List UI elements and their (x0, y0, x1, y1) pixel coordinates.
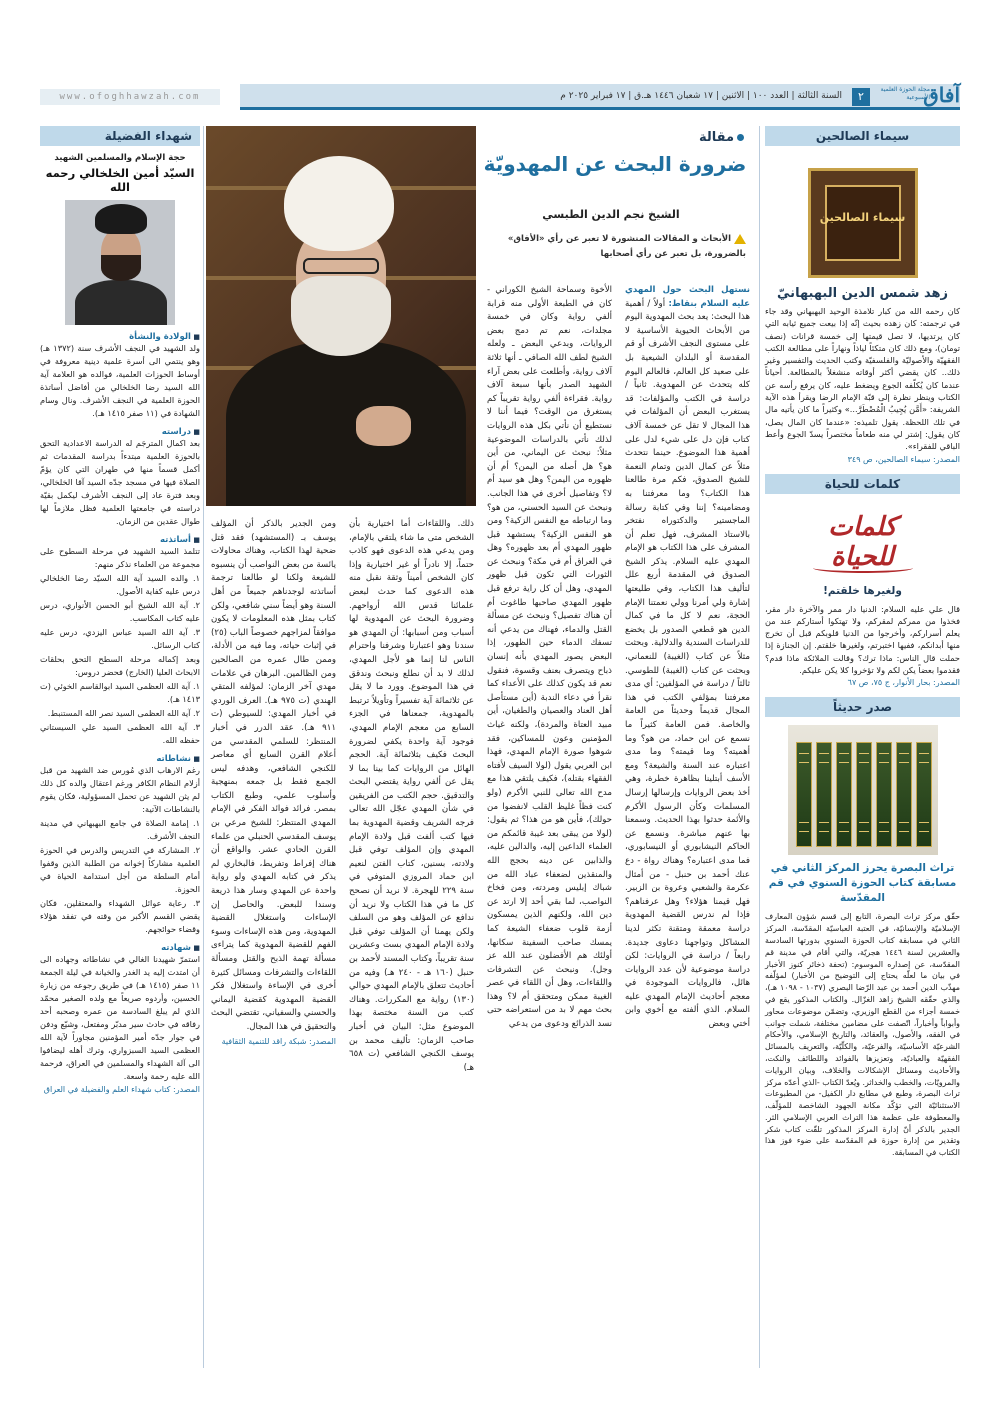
logo-tagline: مجلة الحوزة العلمية الأسبوعية (880, 86, 930, 101)
bio-heading-study: ■ دراسته (40, 427, 200, 437)
masthead (40, 84, 960, 110)
martyr-portrait (65, 200, 175, 325)
section-head-sadar: صدر حديثاً (765, 697, 960, 717)
bio-source: المصدر: كتاب شهداء العلم والفضيلة في العراق (43, 1085, 200, 1094)
bio-teachers-mid: وبعد إكماله مرحلة السطح التحق بحلقات الابحاث العليا (الخارج) فحضر دروس: (40, 654, 200, 677)
bio-heading-martyrdom: ■ شهادته (40, 943, 200, 953)
book-spine (916, 742, 932, 847)
book-spine (816, 742, 832, 847)
article-body-kalimat: قال علي عليه السلام: الدنيا دار ممر والآخرة دار مقر، فخذوا من ممركم لمقركم، ولا تهتكوا أستاركم عند من يعلم أسراركم، وأخرجوا من الدنيا قلوبكم قبل أن تخرج منها أبدانكم، ففيها اختبرتم، ولغيرها خلقتم. إن الجنازة إذا حملت قال الناس: ماذا ترك؟ وقالت الملائكة ماذا قدم؟ فقدموا بعضاً يكن لكم ولا تؤخروا كلا يكن عليكم. (765, 603, 960, 676)
list-item: ٣. آية الله العظمى السيد علي السيستاني حفظه الله. (40, 722, 200, 745)
kalimat-logo-text: كلمات للحياة (828, 511, 897, 572)
right-column (765, 126, 960, 1159)
list-item: ٢. المشاركة في التدريس والدرس في الحوزة العلمية مشاركاً إخوانه من الطلبة الذين وقفوا أمام السلطة من أجل استدامة الحياة في الحوزة. (40, 845, 200, 894)
column-1-lead: نستهل البحث حول المهدي عليه السلام بنقاط: (625, 285, 750, 309)
portrait-robe (75, 280, 167, 325)
book-cover-image (808, 168, 918, 278)
section-label-text: مقالة (698, 130, 734, 145)
article-source-kalimat: المصدر: بحار الأنوار، ج ٧٥، ص ٦٧ (847, 678, 960, 688)
book-spine (856, 742, 872, 847)
article-title-kalimat: ولغيرها خلقتم! (823, 584, 902, 597)
author-photo (206, 126, 476, 506)
text-column-2 (487, 284, 612, 1032)
site-url[interactable]: www.ofoghhawzah.com (40, 89, 220, 105)
portrait-turban (95, 204, 147, 234)
list-item: ١. والده السيد آية الله السيّد رضا الخلخالي درس عليه كفاية الأصول. (40, 573, 200, 596)
bio-activities (40, 764, 200, 936)
book-spine (796, 742, 812, 847)
photo-beard (291, 276, 391, 356)
bio-text-martyrdom: استمرّ شهيدنا الغالي في نشاطاته وجهاده الى أن امتدت إليه يد الغدر والخيانة في ليلة الجمعة ١١ صفر (١٤١٥ هـ) في طريق رجوعه من زيارة الحسين، وأردوه صريعاً مع ولده الصغير محمّد الذي لم يبلغ السادسة من عمره وصحبه أحد رفاقه في حادث سير مدبّر ومفتعل، وشيّع ودفن في جوار جدّه أمير المؤمنين مجاوراً لآية الله العظمى السيد السبزواري، وترك أهله ليضافوا الى آلة الشهداء والمسلمين في العراق، فرحمة الله عليه رحمة واسعة. (40, 954, 200, 1081)
column-1-text (625, 284, 750, 1032)
left-column (40, 126, 200, 1094)
book-spine (876, 742, 892, 847)
list-item: ١. إمامة الصلاة في جامع البهبهاني في مدينة النجف الأشرف. (40, 818, 200, 841)
bio-teachers-intro: تتلمذ السيد الشهيد في مرحلة السطوح على مجموعة من العلماء نذكر منهم: (40, 546, 200, 569)
section-head-kalimat: كلمات للحياة (765, 474, 960, 494)
page-number: ٢ (852, 88, 870, 106)
article-title-basra: تراث البصرة يحرز المركز الثاني في مسابقة كتاب الحوزة السنوي في قم المقدّسة (768, 862, 957, 905)
list-item: ١. آية الله العظمى السيد ابوالقاسم الخوئي (ت ١٤١٣ هـ). (40, 681, 200, 704)
bio-text-study: بعد اكمال المترجَم له الدراسة الاعدادية التحق بالحوزة العلمية مبتدءاً بدراسة المقدمات ثم أكمل قسماً منها في طهران التي كان يؤمّ الصلاة فيها في مسجد جدّه السيد آقا الخلخالي، وبعد فترة عاد إلى النجف الأشرف ليكمل بقيّة دراسته في جامعتها العلمية فظل ملازماً لها طوال عقدين من الزمان. (40, 438, 200, 526)
bio-teachers (40, 545, 200, 747)
photo-hand (356, 406, 411, 446)
main-article (206, 126, 750, 1346)
list-item: ٣. آية الله السيد عباس اليزدي، درس عليه كتاب الرسائل. (40, 627, 200, 650)
bio-activities-intro: رغم الارهاب الذي مُورس ضد الشهيد من قبل أزلام النظام الكافر ورغم اعتقال والده كل ذلك لم يثن الشهيد عن تحمل المسؤولية، فكان يقوم بالنشاطات الآتية: (40, 765, 200, 814)
article-body-basra: حقّق مركز تراث البصرة، التابع إلى قسم شؤون المعارف الإسلاميّة والإنسانيّة، في العتبة العباسيّة المقدّسة، المركز الثاني في مسابقة كتاب الحوزة السنوي بدورتها السادسة والعشرين لسنة ١٤٤٦ هجريّة، والتي أقام في مدينة قم المقدّسة، عن إصداره الموسوم: (تحفة ذخائر كنوز الأخبار في بيان ما لعلّه يحتاج إلى التوضيح من الأخبار) لمؤلّفه مهذّب الدين أحمد بن عبد الرّضا البصري (١٠٣٧ - ١٠٩٨ هـ)، والذي حقّقه الشيخ زاهد الغزّال. والكتاب المذكور يقع في خمسة أجزاء من القطع الوزيري، وتضمّن موضوعات محاور وأبواباً وأخباراً، اتّصفت على مضامين مختلفة، شملت جوانب في الفقه، والأصول، والعقائد، والتاريخ الإسلامي، والأحكام الشرعيّة الأساسيّة، والفرعيّة، والكلّيّة، والتعريف بالمسائل الفقهيّة والعباديّة، وتعزيزها بالفوائد واللطائف والنكت، والأحاديث ومسائل الإشكالات والخلاف، وبيان الروايات والمرويّات، والخطب والخداثر. ويُعدّ الكتاب -الذي أعدّه مركز تراث البصرة، وطبع في مطابع دار الكفيل- من المطبوعات الاستثنائيّة التي تؤكّد مكانة الجهود الشاخصة للمؤلّف، والمعطوفة على عظمة هذا التراث العربي الإسلامي الثر. الجدير بالذكر أنّ إدارة المركز المذكور تلقّت كتاب شكر وتقدير من إدارة حوزة قم المقدّسة على ضوء فوز هذا الكتاب في المسابقة. (765, 912, 961, 1158)
martyr-name: السيّد أمين الخلخالي رحمه الله (45, 166, 195, 194)
photo-turban (284, 156, 394, 251)
bio-heading-activities: ■ نشاطاته (40, 754, 200, 764)
list-item: ٣. رعاية عوائل الشهداء والمعتقلين، فكان يقضي القسم الأكبر من وقته في تفقد هؤلاء وقضاء حوائجهم. (40, 898, 200, 934)
disclaimer-note (476, 232, 746, 262)
photo-glasses (303, 258, 379, 274)
issue-info: السنة الثالثة | العدد ١٠٠ | الاثنين | ١٧ شعبان ١٤٤٦ هـ.ق | ١٧ فبراير ٢٠٢٥ م (560, 91, 842, 101)
disclaimer-text: الأبحاث و المقالات المنشورة لا تعبر عن رأي «الأفاق» بالضرورة، بل تعبر عن رأي أصحابها (507, 234, 746, 259)
portrait-beard (101, 255, 141, 281)
article-author: الشيخ نجم الدين الطبسي (542, 208, 680, 221)
books-photo (788, 725, 938, 855)
photo-robe (226, 341, 466, 506)
logo[interactable]: آفاق (923, 83, 960, 107)
warning-icon (734, 234, 746, 244)
bio-heading-teachers: ■ أساتذته (40, 535, 200, 545)
bio-heading-birth: ■ الولادة والنشأة (40, 332, 200, 342)
column-4-body: ومن الجدير بالذكر أن المؤلف يوسف بـ (المستشهد) فقد قتل ضحية لهذا الكتاب، وهناك محاولات يائسة من بعض النواصب أن ينسبوه للشيعة ولكنا لو طالعنا ترجمة أساتذته لوجدناهم جميعاً من أهل السنة وهو أيضاً سني شافعي، ولكن كتاب بمثل هذه المعلومات لا يكون موافقاً لمزاجهم خصوصاً الباب (٢٥) في إثبات حياته، وما فيه من الأدلة، وممن طال عمره من الصالحين ومن الظالمين. البرهان في علامات مهدي آخر الزمان: لمؤلفه المتقي الهندي (ت ٩٧٥ هـ). العرف الوردي في أخبار المهدي: للسيوطي (ت ٩١١ هـ). عقد الدرر في أخبار المنتظر: للسلمي المقدسي من أعلام القرن السابع أي معاصر للكنجي الشافعي، وهدفه ليس الجمع فقط بل جمعه بمنهجية وأسلوب علمي، وطبع الكتاب بمصر. فرائد فوائد الفكر في الإمام المهدي المنتظر: للشيخ مرعي بن يوسف المقدسي الحنبلي من علماء القرن الحادي عشر. والواقع أن هناك إفراط وتفريط، فالبخاري لم يذكر في كتابه المهدي ولو رواية واحدة عن المهدي وسار هذا ذريعة وسندا للبعض. والحاصل إن الإساءات واستغلال القضية المهدوية، ومن هذه الإساءات وسوء الفهم للقضية المهدوية كما يتراءى مسألة تهمة الذبح والقتل ومسألة اللقاءات والتشرفات ومسائل كثيرة أخرى في الإساءة واستغلال فكر القضية المهدوية كقضية اليماني والحسني والسفياني، تقتضي البحث والتحقيق في هذا المجال. (211, 519, 336, 1032)
list-item: ٢. آية الله العظمى السيد نصر الله المستنبط. (47, 708, 200, 718)
article-body-zuhd: كان رحمه الله من كبار تلامذة الوحيد البهبهاني وقد جاء في ترجمته: كان زهده بحيث إنّه إذا بيعت جميع ثيابه التي كان يرتديها، لا تصل قيمتها إلى خمسة قرانات (نصف تومان)، ومع ذلك كان متكئاً لياذاً ونهاراً على مطالعة الكتب الفقهيّة والأصوليّة والفلسفيّة وكتب الحديث والتفسير وغير ذلك.. كان يقضي أكثر أوقاته منشغلاً بالمطالعة. أحياناً عندما كان يُكلّفه الجوع ويضغط عليه، كان يرفع رأسه عن الكتاب وينظر نظرة إلى قبّة الإمام الرضا ويقرأ هذه الآية الشريفة: «أَمَّن يُجِيبُ الْمُضْطَرَّ...» وكثيراً ما كان يأتيه مال في تلك اللحظة. يقول تلميذه: «عندما كان المال يصل، كان يقول: إشتر لي منه طعاماً مختصراً يسدّ الجوع وأعط الباقي للفقراء». (765, 306, 960, 452)
kalimat-logo (793, 504, 933, 579)
article-source-zuhd: المصدر: سيماء الصالحين، ص ٣٤٩ (847, 454, 960, 464)
article-headline: ضرورة البحث عن المهدويّة (483, 152, 747, 176)
column-3-body: ذلك. واللقاءات أما اختيارية بأن الشخص متى ما شاء يلتقي بالإمام، ومن يدعي هذه الدعوى فهو كاذب حتماً، إلا نادراً أو غير اختيارية وإذا كان الشخص أميناً وثقة نقبل منه هذه الدعوى كما حدث لبعض علمائنا قدس الله أرواحهم. وضرورة البحث عن المهدوية لها أسباب ومن أسبابها: أن المهدي هو سندنا وهو اعتبارنا وشرفنا واحترام الناس لنا إنما هو لأجل المهدي، لذلك لا بد أن نطلع ونبحث وندقق في هذا الموضوع. وورد ما لا يقل عن ثلاثمائة آية تفسيراً وتأويلاً ترتبط بالمهدوية، جمعناها في الجزء السابع من معجم الإمام المهدي، فوجود آية واحدة يكفي لضرورة البحث فكيف بثلاثمائة آية. الحجم الهائل من الروايات كما بينا بما لا يقل عن ألفي رواية يقتضي البحث والتدقيق. حجم الكتب من الفريقين في شأن المهدي عجّل الله تعالى فرجه الشريف وقضية المهدوية بما فيها كتب ألفت قبل ولادة الإمام المهدي وإن المؤلف توفي قبل ولادته، بسنين، كتاب الفتن لنعيم ابن حماد المروزي المتوفي في سنة ٢٢٩ للهجرة. لا نريد أن نصحح كل ما في هذا الكتاب ولا نريد أن ندافع عن المؤلف وهو من السلف ولكن يهمنا أن المؤلف توفي قبل ولادة الإمام المهدي بست وعشرين سنة تقريباً، وكتاب المسند لأحمد بن حنبل (١٦٠ هـ - ٢٤٠ هـ) وفيه من أحاديث تتعلق بالإمام المهدي حوالي (١٣٠) رواية مع المكررات. وهناك كتب من السنة مختصة بهذا الموضوع مثل: البيان في أخبار صاحب الزمان: تأليف محمد بن يوسف الكنجي الشافعي (ت ٦٥٨ هـ) (349, 519, 474, 1073)
column-4-source: المصدر: شبكة راقد للتنمية الثقافية (221, 1036, 336, 1046)
text-column-4 (211, 518, 336, 1046)
text-column-1 (625, 284, 750, 1032)
book-spine (896, 742, 912, 847)
article-title-zuhd: زهد شمس الدين البهبهانيّ (777, 286, 948, 301)
column-1-body: أولاً / أهمية هذا البحث: يعد بحث المهدوية اليوم من الأبحاث الحيوية الأساسية لا على مستوى النجف الأشرف أو قم المقدسة أو البلدان الشيعية بل على صعيد كل العالم، فالعالم اليوم كله يتحدث عن المهدوية. ثانياً / دراسة في الكتب والمؤلفات: قد يستغرب البعض أن المؤلفات في هذا المجال لا تقل عن خمسة آلاف كتاب فإن دل على شيء لدل على أهمية هذا الموضوع. حينما نتحدث مثلاً عن كمال الدين وتمام النعمة للشيخ الصدوق، فكم مرة طالعنا هذا الكتاب؟ وما معرفتنا به ومضامينه؟ إننا وفي كتابة رسالة الماجستير والدكتوراه نفتخر بالاستاذ المشرف، فهل تعلم أن المشرف على هذا الكتاب هو الإمام المهدي عليه السلام. يذكر الشيخ الصدوق في المقدمة أربع علل لتأليف هذا الكتاب، وفي طليعتها إشارة ولي أمرنا وولي نعمتنا الإمام الحجة، نعم لا كل ما في كمال الدين هو قطعي الصدور بل يخضع للدراسات السندية والدلالية. وبحثت مثلاً عن كتاب (الغيبة) للنعماني، وبحثت عن كتاب (الغيبة) للطوسي. ثالثاً / دراسة في المؤلفين: أي مدى معرفتنا بمؤلفي الكتب في هذا المجال قديماً وحديثاً من العامة والخاصة. فمن العامة كثيراً ما نسمع عن ابن حماد، من هو؟ وما أهميته؟ وما قيمته؟ وما مدى اعتباره عند السنة والشيعة؟ ومع الأسف أبتلينا بظاهرة خطرة، وهي أخذ بعض الروايات وإرسالها إرسال المسلمات وكأن الرسول الأكرم والأئمة حدثوا بهذا الحديث. وسمعنا بها عنهم مباشرة. ونسمع عن الحاكم النيشابوري أو النيسابوري، فما مدى اعتباره؟ وهناك رواة - دع عنك أحمد بن حنبل - من أمثال عكرمة والشعبي وعروة بن الزبير. فهل قيمنا هؤلاء؟ وهل عرفناهم؟ فإذا لم ندرس القضية المهدوية دراسة معمقة ومتقنة تكثر لدينا المشاكل وتواجهنا دعاوى جديدة. رابعاً / دراسة في الروايات: لكن دراسة موضوعية لأن عدد الروايات هائل، فالروايات الموجودة في معجم أحاديث الإمام المهدي عليه السلام. الذي ألفته مع أخوي وابن أختي وبعض (625, 298, 750, 1030)
martyr-title: حجة الإسلام والمسلمين الشهيد (54, 153, 186, 163)
bio-text-birth: ولد الشهيد في النجف الأشرف سنة (١٣٧٢ هـ) وهو ينتمي الى أسرة علمية دينية معروفة في أوساط الحوزات العلمية، فوالده هو العلامة آية الله السيد رضا الخلخالي من أفاضل أساتذة الحوزة العلمية في النجف الأشرف. ونال وسام الشهادة في (١١ صفر ١٤١٥ هـ). (40, 343, 200, 418)
section-head-shuhada: شهداء الفضيلة (40, 126, 200, 146)
column-divider (759, 126, 760, 1368)
section-dot-icon (737, 134, 744, 141)
book-cover-title: سيماء الصالحين (819, 211, 906, 224)
column-divider (203, 126, 204, 1368)
section-head-simaa: سيماء الصالحين (765, 126, 960, 146)
book-spine (836, 742, 852, 847)
text-column-3 (349, 518, 474, 1075)
kalimat-swirl (813, 563, 913, 573)
section-label (699, 130, 744, 145)
list-item: ٢. آية الله الشيخ أبو الحسن الأنواري، درس عليه كتاب المكاسب. (40, 600, 200, 623)
column-2-body: الأخوة وسماحة الشيخ الكوراني - كان في الطبعة الأولى منه قرابة ألفي رواية وكان في خمسة مجلدات، نعم تم دمج بعض الروايات، وبدعي البعض ـ ولعله الشيخ لطف الله الصافي ـ أنها ثلاثة آلاف رواية، وأطلعت على بعض آراء الشهيد الصدر بأنها سبعة آلاف رواية. فقراءة ألفي رواية تقريباً كم يستغرق من الوقت؟ فيما أننا لا نستطيع أن نأتي بكل هذه الروايات لذلك نأتي بالدراسات الموضوعية مثلاً: نبحث عن اليماني، من أين هو؟ هل أصله من اليمن؟ أم أن ظهوره من اليمن؟ وهل هو سيد أم لا؟ وتفاصيل أخرى في هذا الجانب. ونبحث عن السيد الحسني، من هو؟ وما ارتباطه مع النفس الزكية؟ ومن هو النفس الزكية؟ يستشهد قبل ظهور المهدي أم بعد ظهوره؟ وهل في العراق أم في مكة؟ ونبحث عن الثورات التي تكون قبل ظهور المهدي، وهل أن كل راية ترفع قبل ظهور المهدي صاحبها طاغوت أم أن هناك تفصيل؟ ونبحث عن مسألة القتل والدماء، فهناك من يدعي أنه تسفك الدماء حين الظهور، إذا البعض يصور المهدي بأنه إنسان ذباح ويتصرف بعنف وقسوة، فنقول نعم قد يكون كذلك على الأعداء كما نقرأ في دعاء الندبة (أين مستأصل أهل العناد والعصيان والطغيان، أين مبيد العتاة والمردة)، ولكنه غياث المؤمنين وعون للمساكين، فقد شوهوا صورة الإمام المهدي، فهذا ابن العربي يقول (لولا السيف لأفتاه الفقهاء بقتله)، فكيف يلتقي هذا مع مدح الله تعالى للنبي الأكرم (ولو كنت فظاً غليظ القلب لانفضوا من حولك)، فأين هو من هذا؟ ثم يقول: (لولا من يبقى بعد غيبة قائمكم من العلماء الداعين إليه، والدالين عليه، والذابين عن دينه بحجج الله والمنقذين لضعفاء عباد الله من شباك إبليس ومردته، ومن فخاخ النواصب، لما بقي أحد إلا ارتد عن دين الله، ولكنهم الذين يمسكون أزمة قلوب ضعفاء الشيعة كما يمسك صاحب السفينة سكانها، أولئك هم الأفضلون عند الله عز وجل). ونبحث عن التشرفات واللقاءات، وهل أن اللقاء في عصر الغيبة ممكن ومتحقق أم لا؟ وهذا بحث مهم لا بد من استعراضه حتى نسد الذرائع ودعوى من يدعي (487, 285, 612, 1030)
